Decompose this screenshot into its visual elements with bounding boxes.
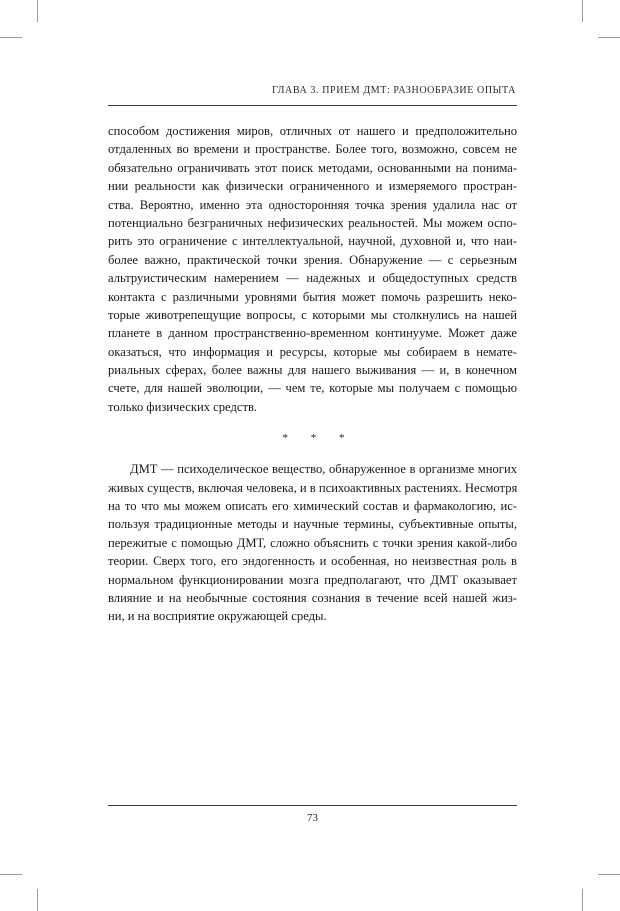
text-line: только физических средств.: [108, 399, 258, 414]
crop-mark-top-left: [37, 0, 38, 22]
text-line: более важно, практической точки зрения. Обнаружение — с серьезным: [108, 252, 517, 267]
crop-mark-left-top: [0, 37, 22, 38]
text-line: ни, и на восприятие окружающей среды.: [108, 609, 327, 624]
text-line: влияние и на необычные состояния сознания в течение всей нашей жиз-: [108, 590, 517, 605]
text-line: живых существ, включая человека, и в психоактивных растениях. Несмотря: [108, 480, 518, 495]
body-text: [108, 122, 517, 626]
footer-rule: [108, 805, 517, 806]
text-line: планете в данном пространственно-временном континууме. Может даже: [108, 326, 517, 341]
text-line: альтруистическим намерением — надежных и общедоступных средств: [108, 271, 517, 286]
text-line: нормальном функционировании мозга предполагают, что ДМТ оказывает: [108, 572, 517, 587]
paragraph-2: [108, 460, 517, 626]
text-line: риальных сферах, более важны для нашего выживания — и, в конечном: [108, 363, 517, 378]
text-line: пережитые с помощью ДМТ, сложно объяснить с точки зрения какой-либо: [108, 535, 517, 550]
text-line: рить это ограничение с интеллектуальной, научной, духовной и, что наи-: [108, 234, 517, 249]
text-line: контакта с различными уровнями бытия может помочь разрешить неко-: [108, 289, 517, 304]
running-head: ГЛАВА 3. ПРИЕМ ДМТ: РАЗНООБРАЗИЕ ОПЫТА: [272, 85, 516, 96]
paragraph-1: [108, 122, 517, 416]
crop-mark-bottom-right: [582, 889, 583, 911]
text-line: потенциально безграничных нефизических реальностей. Мы можем оспо-: [108, 215, 517, 230]
text-line: нии реальности как физически ограниченного и измеряемого простран-: [108, 179, 517, 194]
crop-mark-top-right: [582, 0, 583, 22]
text-line: пользуя традиционные методы и научные термины, субъективные опыты,: [108, 517, 517, 532]
text-line: торые животрепещущие вопросы, с которыми мы столкнулись на нашей: [108, 307, 517, 322]
section-separator: * * *: [282, 432, 355, 445]
text-line: ДМТ — психоделическое вещество, обнаруженное в организме многих: [130, 462, 517, 477]
header-rule: [108, 105, 517, 106]
text-line: на то что мы можем описать его химический состав и фармакологию, ис-: [108, 499, 517, 514]
page-number: 73: [307, 812, 318, 824]
text-line: ства. Вероятно, именно эта односторонняя точка зрения удалила нас от: [108, 197, 517, 212]
text-line: способом достижения миров, отличных от нашего и предположительно: [108, 124, 517, 138]
crop-mark-right-bottom: [598, 874, 620, 875]
text-line: счете, для нашей эволюции, — чем те, которые мы получаем с помощью: [108, 381, 517, 396]
text-line: оказаться, что информация и ресурсы, которые мы собираем в немате-: [108, 344, 517, 359]
crop-mark-right-top: [598, 37, 620, 38]
text-line: обязательно ограничивать этот поиск методами, основанными на понима-: [108, 160, 517, 175]
text-line: теории. Сверх того, его эндогенность и особенная, но неизвестная роль в: [108, 554, 517, 569]
crop-mark-bottom-left: [37, 889, 38, 911]
text-line: отдаленных во времени и пространстве. Более того, возможно, совсем не: [108, 142, 517, 157]
crop-mark-left-bottom: [0, 874, 22, 875]
